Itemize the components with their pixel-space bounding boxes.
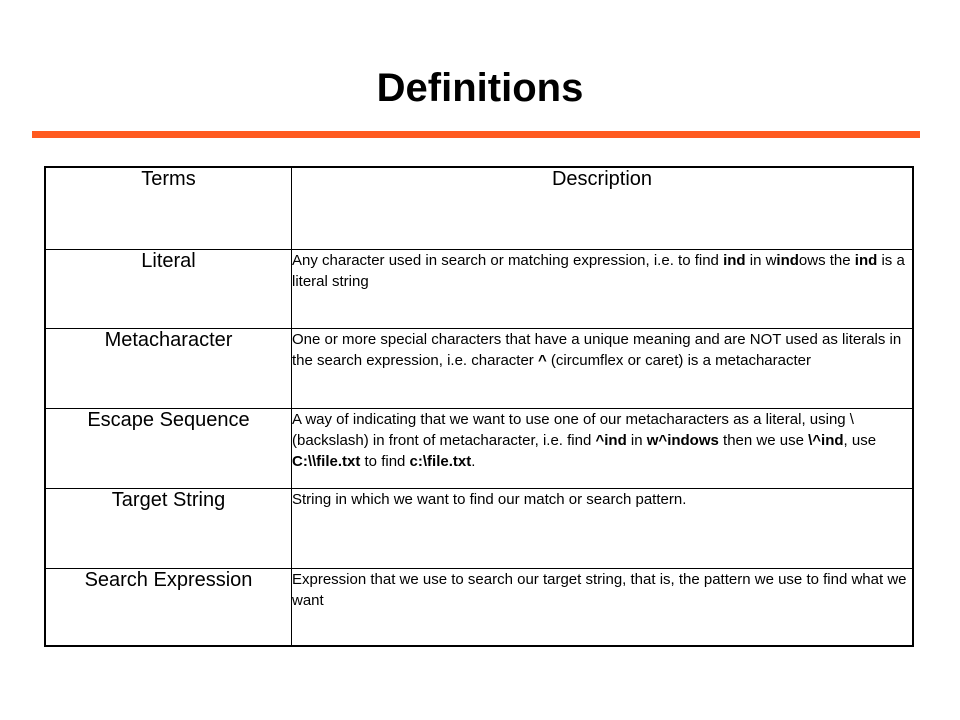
definitions-table xyxy=(44,166,914,647)
description-text: (circumflex or caret) is a metacharacter xyxy=(546,351,811,369)
term-cell: Escape Sequence xyxy=(45,408,292,488)
description-bold-text: ind xyxy=(723,251,746,269)
description-cell xyxy=(292,568,914,646)
description-text: , use xyxy=(843,431,877,449)
title-underline-rule xyxy=(32,131,920,138)
description-cell xyxy=(292,488,914,568)
table-row xyxy=(45,568,913,646)
table-row xyxy=(45,249,913,328)
description-text: Any character used in search or matching expression, i.e. to find xyxy=(292,251,724,269)
description-text: in w xyxy=(745,251,777,269)
description-text: Expression that we use to search our target string, that is, the pattern we use to find what we want xyxy=(292,570,907,609)
table-header-row xyxy=(45,167,913,249)
description-bold-text: ^ind xyxy=(595,431,627,449)
description-bold-text: C:\\file.txt xyxy=(292,452,361,470)
description-cell xyxy=(292,249,914,328)
description-cell xyxy=(292,408,914,488)
description-bold-text: c:\file.txt xyxy=(409,452,472,470)
term-cell: Metacharacter xyxy=(45,328,292,408)
description-text: to find xyxy=(360,452,410,470)
description-bold-text: ^ xyxy=(537,351,547,369)
term-cell: Target String xyxy=(45,488,292,568)
slide-title: Definitions xyxy=(376,66,584,110)
description-cell xyxy=(292,328,914,408)
description-text: A way of indicating that we want to use one of our metacharacters as a literal, using \ (backslash) in front of metacharacter, i.e. find xyxy=(292,410,854,449)
description-text: ows the xyxy=(798,251,855,269)
description-text: One or more special characters that have a unique meaning and are NOT used as literals in the search expression, i.e. character xyxy=(292,330,902,369)
term-cell: Search Expression xyxy=(45,568,292,646)
description-text: String in which we want to find our match or search pattern. xyxy=(292,490,687,508)
header-description: Description xyxy=(292,167,914,249)
description-bold-text: ind xyxy=(776,251,799,269)
description-text: in xyxy=(626,431,647,449)
table-row xyxy=(45,408,913,488)
description-text: then we use xyxy=(718,431,809,449)
description-text: . xyxy=(471,452,476,470)
table-row xyxy=(45,328,913,408)
description-bold-text: ind xyxy=(854,251,878,269)
description-text: is a literal string xyxy=(292,251,905,290)
table-row xyxy=(45,488,913,568)
description-bold-text: w^indows xyxy=(646,431,719,449)
header-terms: Terms xyxy=(45,167,292,249)
term-cell: Literal xyxy=(45,249,292,328)
description-bold-text: \^ind xyxy=(808,431,844,449)
